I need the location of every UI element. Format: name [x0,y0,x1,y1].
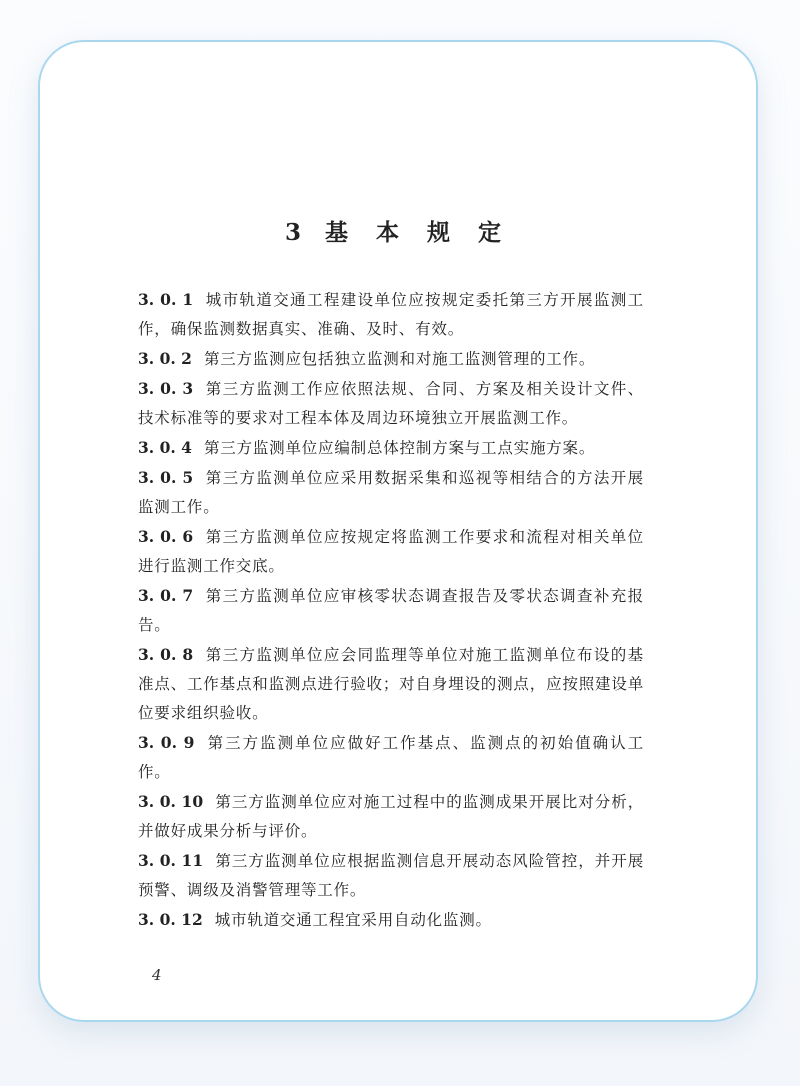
clause-text: 第三方监测单位应按规定将监测工作要求和流程对相关单位进行监测工作交底。 [138,528,644,575]
clause-text: 第三方监测单位应编制总体控制方案与工点实施方案。 [203,439,596,457]
clause-number: 3. 0. 8 [138,645,194,664]
clause-number: 3. 0. 11 [138,851,204,870]
clause-number: 3. 0. 1 [138,290,194,309]
clause-number: 3. 0. 2 [138,349,192,368]
chapter-title [40,214,756,247]
clause-number: 3. 0. 12 [138,910,203,929]
clause-number: 3. 0. 5 [138,468,194,487]
clause-number: 3. 0. 10 [138,792,204,811]
clause-text: 第三方监测单位应做好工作基点、监测点的初始值确认工作。 [138,734,644,781]
clause [138,728,644,787]
clause [138,463,644,522]
clause [138,344,644,374]
clause-text: 第三方监测应包括独立监测和对施工监测管理的工作。 [203,350,596,368]
clause-text: 城市轨道交通工程建设单位应按规定委托第三方开展监测工作，确保监测数据真实、准确、及时、有效。 [138,291,644,338]
clause-number: 3. 0. 4 [138,438,192,457]
clause [138,581,644,640]
clause-number: 3. 0. 7 [138,586,194,605]
clause-number: 3. 0. 9 [138,733,195,752]
document-page [38,40,758,1022]
clause-text: 城市轨道交通工程宜采用自动化监测。 [214,911,492,929]
clause-number: 3. 0. 3 [138,379,194,398]
clause [138,522,644,581]
clause [138,787,644,846]
clause [138,905,644,935]
clause [138,640,644,728]
clause-text: 第三方监测单位应会同监理等单位对施工监测单位布设的基准点、工作基点和监测点进行验收；对自身埋设的测点，应按照建设单位要求组织验收。 [138,646,644,722]
clause [138,285,644,344]
clause-text: 第三方监测单位应根据监测信息开展动态风险管控，并开展预警、调级及消警管理等工作。 [138,852,644,899]
clause-number: 3. 0. 6 [138,527,194,546]
clause [138,374,644,433]
clause-text: 第三方监测工作应依照法规、合同、方案及相关设计文件、技术标准等的要求对工程本体及周边环境独立开展监测工作。 [138,380,644,427]
clause [138,846,644,905]
chapter-title-text: 基 本 规 定 [325,219,512,246]
chapter-number: 3 [284,219,301,246]
clause-text: 第三方监测单位应对施工过程中的监测成果开展比对分析，并做好成果分析与评价。 [138,793,644,840]
clause [138,433,644,463]
clause-list [138,285,644,935]
clause-text: 第三方监测单位应审核零状态调查报告及零状态调查补充报告。 [138,587,644,634]
page-number: 4 [152,966,162,984]
clause-text: 第三方监测单位应采用数据采集和巡视等相结合的方法开展监测工作。 [138,469,644,516]
